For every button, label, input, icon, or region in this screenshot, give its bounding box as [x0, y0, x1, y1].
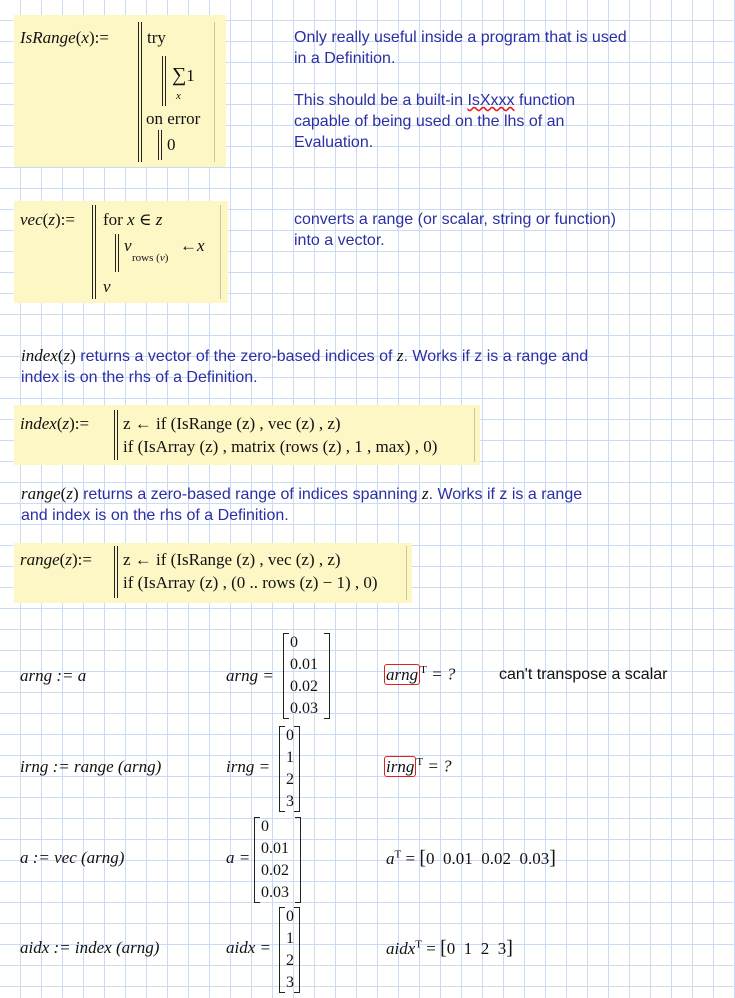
range-lhs: range(z):= [20, 550, 92, 569]
isrange-try-keyword: try [147, 28, 166, 47]
aidx-row-vector: 0 1 2 3 [446, 939, 507, 958]
aidx-matrix-cell: 1 [286, 930, 294, 947]
vec-for-bar [115, 234, 116, 272]
a-definition[interactable]: a := vec (arng) [20, 848, 125, 867]
index-line1: z ← if (IsRange (z) , vec (z) , z) [123, 414, 341, 433]
vec-right-edge [220, 205, 221, 299]
a-matrix-cell: 0 [261, 818, 269, 835]
index-right-edge [474, 408, 475, 462]
note-line: into a vector. [294, 232, 385, 249]
note-line: This should be a built-in IsXxxx function [294, 92, 576, 109]
irng-matrix-cell: 3 [286, 793, 294, 810]
index-description [21, 345, 721, 388]
range-line2: if (IsArray (z) , (0 .. rows (z) − 1) , 0) [123, 573, 378, 592]
a-matrix-cell: 0.03 [261, 884, 289, 901]
a-transpose-eval[interactable]: $a^T = [0$ 0.01 0.02 0.03] [386, 847, 556, 869]
vec-assign-arrow: ←x [180, 236, 205, 255]
isrange-zero: 0 [167, 135, 176, 154]
isrange-on-error-keyword: on error [146, 109, 201, 128]
index-lhs: index(z):= [20, 414, 90, 433]
a-row-vector: 0 0.01 0.02 0.03 [426, 849, 550, 868]
a-matrix-cell: 0.01 [261, 840, 289, 857]
note-line: range(z) returns a zero-based range of indices spanning z. Works if z is a range [21, 484, 583, 503]
isrange-note [294, 27, 714, 153]
note-line: and index is on the rhs of a Definition. [21, 507, 289, 524]
irng-matrix-cell: 2 [286, 771, 294, 788]
isrange-sum-var: x [176, 90, 181, 102]
note-line: Only really useful inside a program that is used [294, 29, 627, 46]
sum-icon: ∑ [172, 64, 187, 86]
aidx-matrix-cell: 3 [286, 974, 294, 991]
arng-eval-lhs[interactable]: arng = [226, 666, 274, 685]
aidx-transpose-eval[interactable]: aidx$^T$ = [0 1 2 3] [386, 937, 513, 959]
aidx-matrix-cell: 0 [286, 908, 294, 925]
index-program-bar-2 [117, 410, 118, 460]
vec-program-bar-2 [95, 205, 96, 299]
arng-matrix-left-bracket [283, 633, 289, 719]
vec-for-line: for x ∈ z [103, 210, 163, 229]
vec-for-bar-2 [118, 234, 119, 272]
range-program-bar [114, 546, 115, 598]
irng-eval-lhs[interactable]: irng = [226, 757, 271, 776]
isrange-right-edge [214, 22, 215, 162]
isrange-program-bar-2 [141, 22, 142, 162]
a-matrix-left-bracket [254, 817, 260, 903]
isrange-error-bar-2 [161, 130, 162, 160]
aidx-definition[interactable]: aidx := index (arng) [20, 938, 160, 957]
vec-lhs: vec(z):= [20, 210, 75, 229]
arng-matrix-cell: 0.03 [290, 700, 318, 717]
arng-matrix-right-bracket [324, 633, 330, 719]
note-line: capable of being used on the lhs of an [294, 113, 565, 130]
aidx-eval-lhs[interactable]: aidx = [226, 938, 271, 957]
arng-matrix-cell: 0 [290, 634, 298, 651]
index-line2: if (IsArray (z) , matrix (rows (z) , 1 , max) , 0) [123, 437, 438, 456]
isrange-error-bar [158, 130, 159, 160]
a-matrix-cell: 0.02 [261, 862, 289, 879]
isrange-lhs: IsRange(x):= [20, 28, 109, 47]
a-matrix-right-bracket [295, 817, 301, 903]
vec-note [294, 209, 724, 251]
irng-transpose-eval[interactable]: irng $^T$ = ? [386, 756, 452, 776]
index-program-bar [114, 410, 115, 460]
note-line: converts a range (or scalar, string or function) [294, 211, 616, 228]
isrange-program-bar [138, 22, 139, 162]
aidx-matrix-cell: 2 [286, 952, 294, 969]
isrange-try-bar-2 [165, 56, 166, 106]
irng-matrix-right-bracket [294, 726, 300, 812]
note-line: in a Definition. [294, 50, 396, 67]
range-line1: z ← if (IsRange (z) , vec (z) , z) [123, 550, 341, 569]
vec-rows-subscript: rows (v) [132, 252, 169, 264]
range-program-bar-2 [117, 546, 118, 598]
note-line: index is on the rhs of a Definition. [21, 369, 258, 386]
irng-matrix-left-bracket [279, 726, 285, 812]
arng-matrix-cell: 0.01 [290, 656, 318, 673]
arng-matrix-cell: 0.02 [290, 678, 318, 695]
vec-v-subscripted: v [124, 236, 132, 255]
a-eval-lhs[interactable]: a = [226, 848, 251, 867]
note-line: index(z) returns a vector of the zero-based indices of z. Works if z is a range and [21, 346, 589, 365]
arng-transpose-eval[interactable]: arng $^T$ = ? [386, 664, 456, 684]
isrange-try-bar [162, 56, 163, 106]
note-line: Evaluation. [294, 134, 374, 151]
irng-definition[interactable]: irng := range (arng) [20, 757, 162, 776]
isrange-sum: ∑1 [172, 64, 195, 86]
aidx-matrix-right-bracket [294, 907, 300, 993]
vec-return-v: v [103, 277, 111, 296]
irng-matrix-cell: 1 [286, 749, 294, 766]
irng-matrix-cell: 0 [286, 727, 294, 744]
range-right-edge [406, 546, 407, 600]
range-description [21, 483, 721, 526]
vec-program-bar [92, 205, 93, 299]
irng-error-highlight[interactable]: irng [386, 756, 415, 776]
aidx-matrix-left-bracket [279, 907, 285, 993]
arng-error-message: can't transpose a scalar [499, 666, 668, 683]
arng-error-highlight[interactable]: arng [386, 664, 419, 684]
arng-definition[interactable]: arng := a [20, 666, 87, 685]
